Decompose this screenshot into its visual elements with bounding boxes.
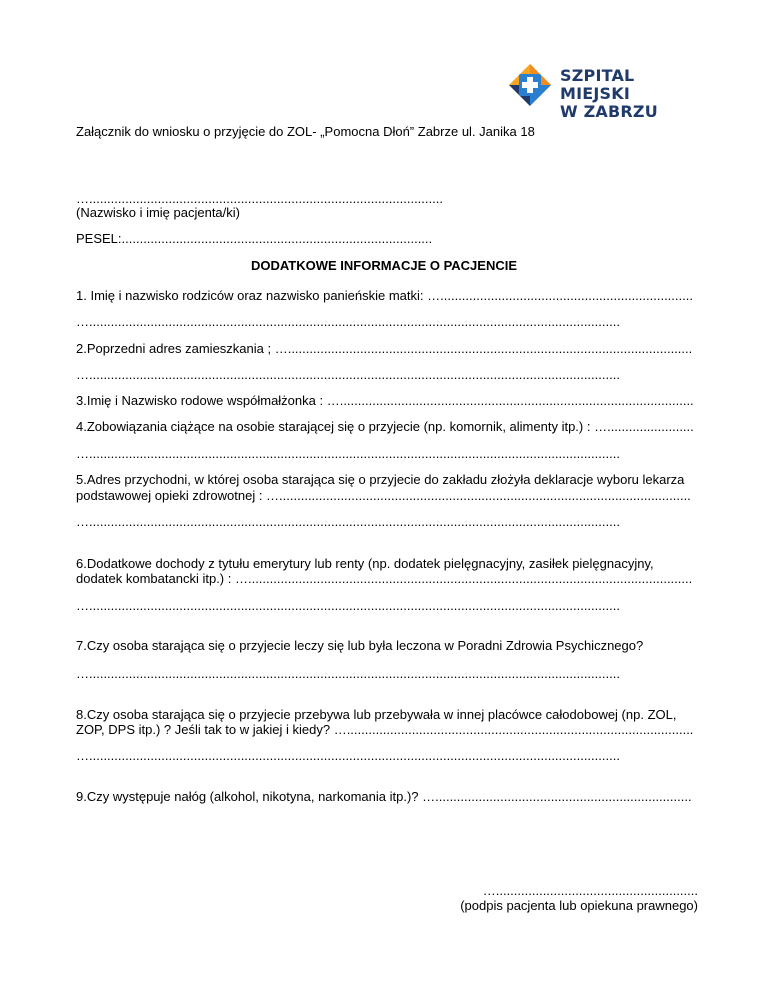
logo-line-1: SZPITAL MIEJSKI: [560, 66, 635, 103]
question-4: 4.Zobowiązania ciążące na osobie starającej się o przyjecie (np. komornik, alimenty itp.) : …........................: [76, 419, 694, 434]
question-1: 1. Imię i nazwisko rodziców oraz nazwisko panieńskie matki: …......................................................................: [76, 288, 693, 303]
signature-label: (podpis pacjenta lub opiekuna prawnego): [460, 898, 698, 913]
hospital-logo: [508, 63, 704, 121]
page-title: DODATKOWE INFORMACJE O PACJENCIE: [250, 258, 518, 273]
question-4-answer-line: …...................................................................................................................................................: [76, 446, 620, 461]
pesel-field: PESEL:......................................................................................: [76, 231, 433, 246]
question-1-answer-line: …...................................................................................................................................................: [76, 314, 620, 329]
patient-name-line: …..................................................................................................: [76, 191, 443, 206]
question-7-answer-line: …...................................................................................................................................................: [76, 666, 620, 681]
patient-name-label: (Nazwisko i imię pacjenta/ki): [76, 205, 240, 220]
question-5-line-1: 5.Adres przychodni, w której osoba starająca się o przyjecie do zakładu złożyła deklaracje wyboru lekarza: [76, 472, 685, 487]
question-9: 9.Czy występuje nałóg (alkohol, nikotyna, narkomania itp.)? ….......................................................................: [76, 789, 692, 804]
question-6-answer-line: …...................................................................................................................................................: [76, 598, 620, 613]
question-8-line-2: ZOP, DPS itp.) ? Jeśli tak to w jakiej i kiedy? …................................................................................................: [76, 722, 694, 737]
question-8-line-1: 8.Czy osoba starająca się o przyjecie przebywa lub przebywała w innej placówce całodobowej (np. ZOL,: [76, 707, 677, 722]
question-6-line-1: 6.Dodatkowe dochody z tytułu emerytury lub renty (np. dodatek pielęgnacyjny, zasiłek pielęgnacyjny,: [76, 556, 654, 571]
question-6-line-2: dodatek kombatancki itp.) : …...........................................................................................................................: [76, 571, 693, 586]
logo-line-2: W ZABRZU: [560, 102, 658, 121]
signature-line: …........................................................: [482, 883, 698, 898]
question-2-answer-line: …...................................................................................................................................................: [76, 367, 620, 382]
question-3: 3.Imię i Nazwisko rodowe współmałżonka : …..................................................................................................: [76, 393, 694, 408]
attachment-heading: Załącznik do wniosku o przyjęcie do ZOL- „Pomocna Dłoń” Zabrze ul. Janika 18: [76, 124, 535, 139]
question-5-answer-line: …...................................................................................................................................................: [76, 514, 620, 529]
question-7: 7.Czy osoba starająca się o przyjecie leczy się lub była leczona w Poradni Zdrowia Psychicznego?: [76, 638, 644, 653]
logo-text: [560, 67, 704, 121]
question-5-line-2: podstawowej opieki zdrowotnej : …..................................................................................................................: [76, 488, 691, 503]
hospital-cross-icon: [508, 63, 552, 107]
question-2: 2.Poprzedni adres zamieszkania ; …................................................................................................................: [76, 341, 693, 356]
question-8-answer-line: …...................................................................................................................................................: [76, 748, 620, 763]
